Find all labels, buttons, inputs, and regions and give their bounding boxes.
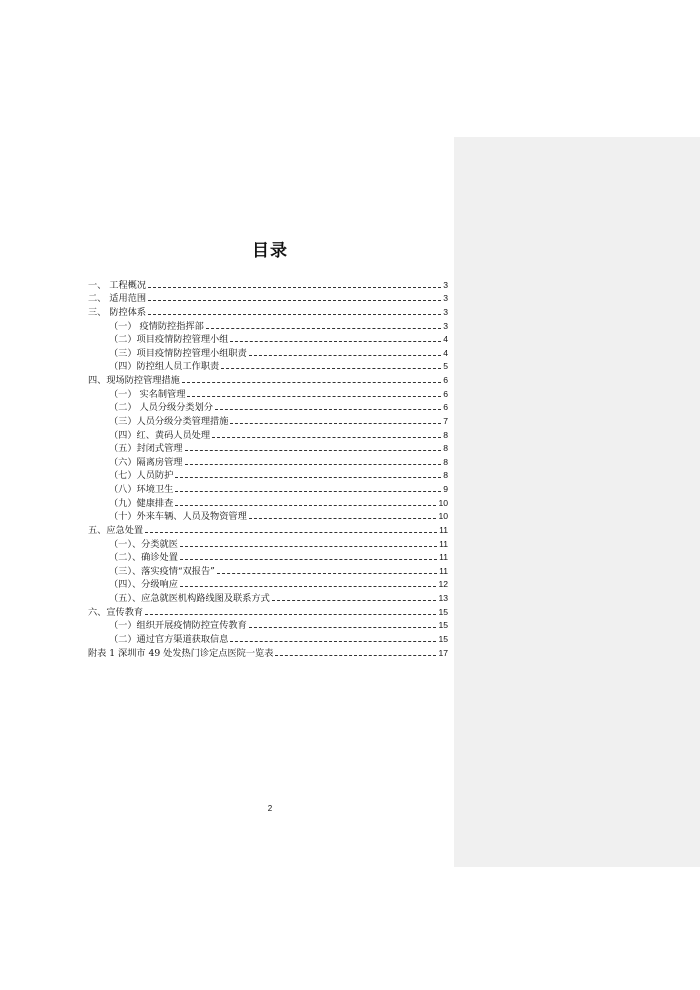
toc-entry[interactable] (88, 495, 448, 509)
toc-leader (180, 586, 437, 587)
toc-leader (175, 477, 441, 478)
toc-entry-text: （十）外来车辆、人员及物资管理 (109, 511, 247, 523)
toc-entry-page: 4 (443, 334, 448, 345)
toc-entry-page: 6 (443, 402, 448, 413)
toc-entry-text: （三）、落实疫情“双报告” (109, 565, 215, 577)
toc-entry-text: （三）人员分级分类管理措施 (109, 415, 229, 427)
toc-entry-page: 15 (438, 620, 448, 631)
toc-entry-page: 15 (438, 606, 448, 617)
toc-entry-text: （一）、分类就医 (109, 538, 178, 550)
toc-entry-page: 4 (443, 347, 448, 358)
toc-entry-page: 7 (443, 415, 448, 426)
toc-leader (230, 423, 441, 424)
toc-entry-page: 8 (443, 429, 448, 440)
toc-entry-text: （二）通过官方渠道获取信息 (109, 633, 229, 645)
toc-entry[interactable] (88, 645, 448, 659)
toc-entry-page: 11 (439, 565, 448, 576)
toc-entry[interactable] (88, 413, 448, 427)
toc-entry-page: 10 (438, 511, 448, 522)
toc-entry-text: （二） 人员分级分类划分 (109, 402, 213, 414)
toc-entry-text: （二）、确诊处置 (109, 552, 178, 564)
toc-entry-text: （五）封闭式管理 (109, 443, 183, 455)
toc-leader (215, 409, 441, 410)
toc-entry-text: 附表 1 深圳市 49 处发热门诊定点医院一览表 (88, 647, 274, 659)
toc-leader (217, 573, 437, 574)
toc-entry[interactable] (88, 304, 448, 318)
toc-leader (249, 355, 441, 356)
toc-leader (175, 491, 441, 492)
toc-entry-text: 五、应急处置 (88, 524, 144, 536)
toc-leader (180, 546, 437, 547)
toc-entry-text: （五）、应急就医机构路线图及联系方式 (109, 593, 270, 604)
toc-entry-text: 三、 防控体系 (88, 306, 147, 318)
toc-entry-page: 3 (443, 320, 448, 331)
toc-entry[interactable] (88, 277, 448, 291)
toc-leader (230, 641, 436, 642)
toc-leader (272, 600, 437, 601)
toc-entry-page: 17 (438, 647, 448, 658)
toc-entry[interactable] (88, 577, 448, 591)
toc-entry[interactable] (88, 345, 448, 359)
toc-entry-page: 8 (443, 456, 448, 467)
toc-leader (187, 396, 441, 397)
toc-entry-page: 6 (443, 375, 448, 385)
toc-entry-text: 六、宣传教育 (88, 606, 144, 618)
toc-entry-text: （七）人员防护 (109, 470, 174, 482)
toc-entry[interactable] (88, 427, 448, 441)
toc-entry-text: （四）红、黄码人员处理 (109, 429, 211, 441)
toc-entry-page: 13 (438, 593, 448, 603)
toc-entry[interactable] (88, 386, 448, 400)
toc-leader (182, 382, 441, 383)
toc-entry[interactable] (88, 441, 448, 455)
toc-leader (221, 368, 441, 369)
toc-entry-page: 3 (443, 293, 448, 304)
toc-leader (175, 505, 436, 506)
toc-entry[interactable] (88, 468, 448, 482)
toc-leader (185, 464, 442, 465)
toc-entry-text: （一） 疫情防控指挥部 (109, 320, 204, 332)
toc-entry[interactable] (88, 332, 448, 346)
toc-leader (275, 655, 436, 656)
toc-entry-page: 3 (443, 306, 448, 317)
toc-leader (230, 341, 441, 342)
toc-entry-text: （四）、分级响应 (109, 579, 178, 591)
toc-entry[interactable] (88, 359, 448, 373)
toc-leader (249, 627, 437, 628)
toc-entry[interactable] (88, 604, 448, 618)
toc-entry[interactable] (88, 618, 448, 632)
toc-entry[interactable] (88, 550, 448, 564)
toc-entry-page: 3 (443, 279, 448, 290)
toc-leader (206, 328, 441, 329)
toc-entry-text: （一） 实名制管理 (109, 388, 186, 400)
toc-leader (148, 287, 441, 288)
toc-entry-page: 11 (439, 538, 448, 549)
toc-entry-page: 8 (443, 470, 448, 481)
toc-leader (145, 532, 437, 533)
toc-leader (212, 437, 441, 438)
toc-leader (148, 314, 441, 315)
toc-leader (145, 614, 436, 615)
toc-entry-page: 9 (443, 484, 448, 494)
toc-entry-text: （一）组织开展疫情防控宣传教育 (109, 620, 247, 632)
toc-leader (148, 300, 441, 301)
toc-entry-page: 6 (443, 388, 448, 399)
toc-entry-text: （三）项目疫情防控管理小组职责 (109, 347, 247, 359)
toc-entry-page: 12 (438, 579, 448, 590)
toc-entry[interactable] (88, 509, 448, 523)
toc-entry[interactable] (88, 536, 448, 550)
toc-entry[interactable] (88, 590, 448, 604)
toc-entry-text: 一、 工程概况 (88, 279, 147, 291)
toc-entry-text: （九）健康排查 (109, 497, 174, 509)
toc-entry-text: （八）环境卫生 (109, 484, 174, 495)
toc-leader (180, 559, 437, 560)
toc-entry-text: （二）项目疫情防控管理小组 (109, 334, 229, 346)
toc-entry-page: 15 (438, 633, 448, 644)
toc-entry[interactable] (88, 454, 448, 468)
toc-entry[interactable] (88, 400, 448, 414)
page-number: 2 (267, 804, 273, 813)
toc-entry[interactable] (88, 318, 448, 332)
toc-entry-page: 8 (443, 443, 448, 454)
toc-entry-text: 二、 适用范围 (88, 293, 147, 305)
toc-entry-page: 5 (443, 361, 448, 372)
toc-title: 目录 (252, 241, 288, 261)
toc-entry[interactable] (88, 291, 448, 305)
toc-entry-page: 10 (438, 497, 448, 508)
toc-entry-page: 11 (439, 524, 448, 535)
toc-entry-text: （六）隔离房管理 (109, 456, 183, 468)
toc-entry[interactable] (88, 372, 448, 386)
table-of-contents (88, 277, 448, 659)
toc-entry-page: 11 (439, 552, 448, 563)
toc-leader (249, 518, 437, 519)
toc-entry-text: （四）防控组人员工作职责 (109, 361, 220, 373)
toc-leader (185, 450, 442, 451)
toc-entry[interactable] (88, 563, 448, 577)
toc-entry[interactable] (88, 631, 448, 645)
toc-entry-text: 四、现场防控管理措施 (88, 375, 180, 386)
toc-entry[interactable] (88, 522, 448, 536)
toc-entry[interactable] (88, 481, 448, 495)
